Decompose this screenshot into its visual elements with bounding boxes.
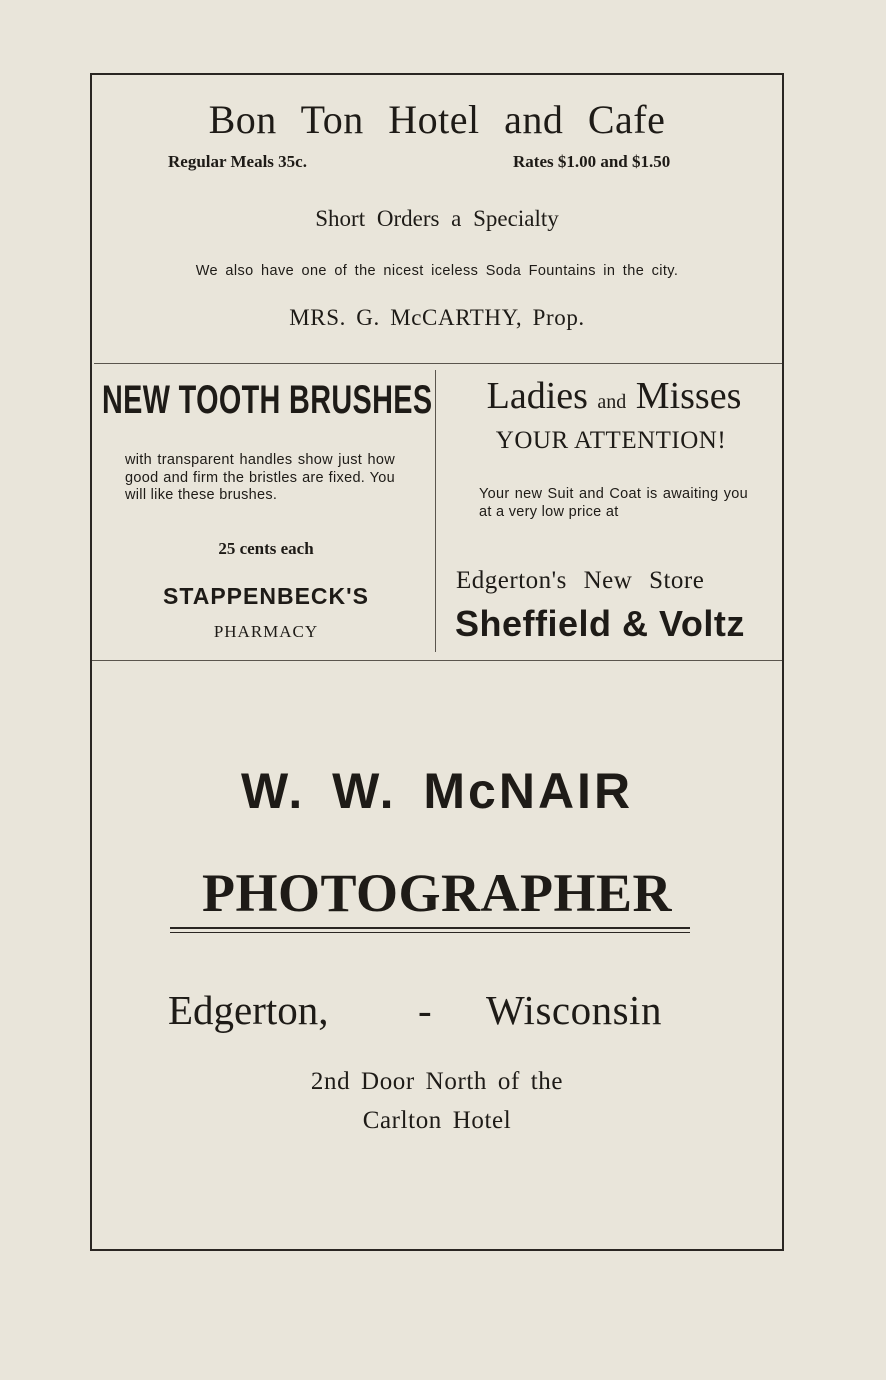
pharmacy-body: with transparent handles show just how good and firm the bristles are fixed. You will like these brushes. xyxy=(125,452,395,503)
photographer-address-line1: 2nd Door North of the xyxy=(310,1068,564,1095)
hotel-room-rates: Rates $1.00 and $1.50 xyxy=(513,152,671,171)
store-tagline: Edgerton's New Store xyxy=(456,567,705,594)
pharmacy-headline: NEW TOOTH BRUSHES xyxy=(102,378,433,422)
divider-top xyxy=(94,363,782,364)
store-headline-misses: Misses xyxy=(635,375,742,417)
hotel-meals-price: Regular Meals 35c. xyxy=(168,152,307,171)
photographer-city: Edgerton, xyxy=(168,987,329,1033)
store-headline-ladies: Ladies xyxy=(486,375,588,417)
pharmacy-price: 25 cents each xyxy=(218,539,314,558)
hotel-title: Bon Ton Hotel and Cafe xyxy=(208,97,666,142)
profession-underline xyxy=(170,927,690,929)
pharmacy-store-type: PHARMACY xyxy=(213,622,319,641)
location-separator: - xyxy=(418,987,432,1033)
photographer-name: W. W. McNAIR xyxy=(240,763,634,819)
hotel-proprietor: MRS. G. McCARTHY, Prop. xyxy=(289,305,585,330)
pharmacy-store-name: STAPPENBECK'S xyxy=(163,583,369,609)
photographer-address-line2: Carlton Hotel xyxy=(362,1107,512,1134)
profession-underline-thin xyxy=(170,932,690,933)
store-body: Your new Suit and Coat is awaiting you at a very low price at xyxy=(479,486,748,520)
store-name: Sheffield & Voltz xyxy=(455,603,745,644)
hotel-soda-note: We also have one of the nicest iceless Soda Fountains in the city. xyxy=(195,263,679,279)
photographer-state: Wisconsin xyxy=(486,987,662,1033)
hotel-specialty: Short Orders a Specialty xyxy=(315,206,559,231)
store-headline xyxy=(438,374,790,418)
photographer-profession: PHOTOGRAPHER xyxy=(201,863,673,923)
store-attention: YOUR ATTENTION! xyxy=(495,427,727,454)
store-headline-and: and xyxy=(597,391,627,413)
divider-middle xyxy=(92,660,782,661)
